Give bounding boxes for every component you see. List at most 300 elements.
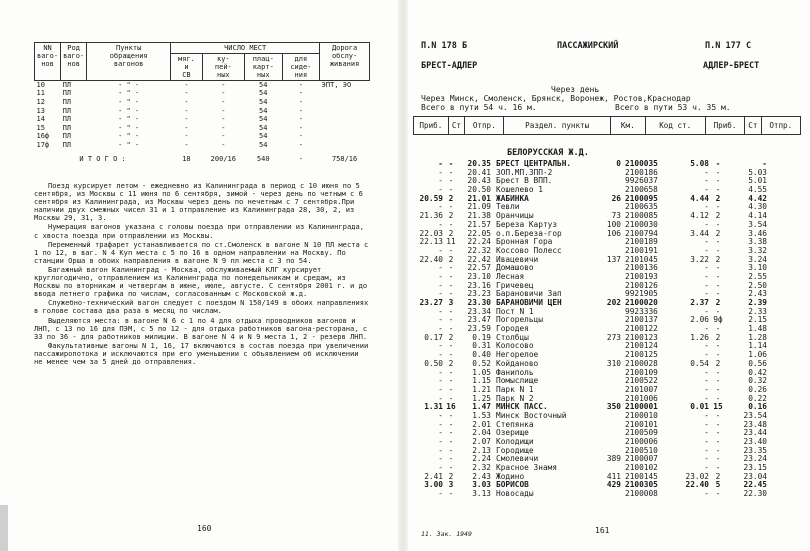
arrive-time: 22.40 bbox=[419, 254, 443, 264]
arrive-time-return: 3.22 bbox=[690, 254, 709, 264]
car-number: 14 bbox=[36, 115, 45, 124]
station-name: Озерище bbox=[496, 428, 529, 438]
station-code: 2100145 bbox=[625, 471, 658, 481]
station-name: Фаниполь bbox=[496, 367, 534, 377]
stop-minutes: - bbox=[448, 393, 454, 403]
station-code: 2100020 bbox=[625, 298, 658, 307]
car-route: - " - bbox=[118, 140, 140, 149]
depart-time: 2.43 bbox=[472, 471, 491, 481]
seats-sitting: - bbox=[298, 81, 303, 90]
arrive-time-return: - bbox=[704, 280, 709, 290]
depart-time-return: 2.43 bbox=[748, 289, 767, 299]
depart-time-return: 23.04 bbox=[743, 471, 767, 481]
car-row bbox=[35, 89, 370, 98]
seats-kupe: - bbox=[221, 97, 226, 106]
car-route: - " - bbox=[118, 81, 140, 90]
stop-minutes-return: - bbox=[715, 489, 721, 499]
station-name: БОРИСОВ bbox=[496, 480, 529, 490]
stop-minutes-return: 2 bbox=[715, 193, 721, 203]
total-sitting: - bbox=[298, 155, 303, 164]
seats-platskart: 54 bbox=[259, 97, 268, 106]
column-header: Отпр. bbox=[465, 117, 504, 135]
seats-soft: - bbox=[184, 140, 189, 149]
arrive-time-return: - bbox=[704, 176, 709, 186]
depart-time: 23.23 bbox=[467, 289, 491, 299]
station-code: 2100101 bbox=[625, 419, 658, 429]
service-railway bbox=[320, 115, 370, 124]
arrive-time: - bbox=[438, 367, 443, 377]
depart-time-return: 23.54 bbox=[743, 410, 767, 420]
car-number: 16ф bbox=[36, 132, 50, 141]
stop-minutes: 3 bbox=[448, 480, 454, 490]
station-code: 2100125 bbox=[625, 350, 658, 360]
station-code: 2100658 bbox=[625, 185, 658, 195]
seats-platskart: 54 bbox=[259, 115, 268, 124]
depart-time: 22.05 bbox=[467, 228, 491, 238]
stop-minutes-return: - bbox=[715, 202, 721, 212]
depart-time: 20.43 bbox=[467, 176, 491, 186]
station-name: Столбцы bbox=[496, 332, 529, 342]
route-right: АДЛЕР-БРЕСТ bbox=[703, 61, 760, 71]
arrive-time: - bbox=[438, 489, 443, 499]
station-code: 2100122 bbox=[625, 324, 658, 334]
station-name: Парк N 2 bbox=[496, 393, 534, 403]
seats-platskart: 54 bbox=[259, 123, 268, 132]
arrive-time: - bbox=[438, 324, 443, 334]
car-number: 15 bbox=[36, 123, 45, 132]
depart-time: 1.25 bbox=[472, 393, 491, 403]
depart-time-return: 3.38 bbox=[748, 237, 767, 247]
seats-soft: - bbox=[184, 97, 189, 106]
arrive-time-return: - bbox=[704, 202, 709, 212]
header-sidya: для сиде- ния bbox=[282, 54, 320, 81]
arrive-time-return: - bbox=[704, 393, 709, 403]
arrive-time: 0.17 bbox=[424, 332, 443, 342]
depart-time: 23.16 bbox=[467, 280, 491, 290]
arrive-time-return: 2.06 bbox=[690, 315, 709, 325]
car-row bbox=[35, 115, 370, 124]
arrive-time-return: 2.37 bbox=[690, 298, 709, 307]
depart-time-return: 4.30 bbox=[748, 202, 767, 212]
depart-time: 21.57 bbox=[467, 219, 491, 229]
stop-minutes: - bbox=[448, 219, 454, 229]
seats-sitting: - bbox=[298, 89, 303, 98]
arrive-time: 2.41 bbox=[424, 471, 443, 481]
stop-minutes-return: - bbox=[715, 324, 721, 334]
stop-minutes: 2 bbox=[448, 358, 454, 368]
route-left: БРЕСТ-АДЛЕР bbox=[421, 61, 478, 71]
depart-time: 1.21 bbox=[472, 384, 491, 394]
stop-minutes-return: - bbox=[715, 263, 721, 273]
seats-kupe: - bbox=[221, 123, 226, 132]
station-name: Новосады bbox=[496, 489, 534, 499]
depart-time: 22.57 bbox=[467, 263, 491, 273]
stop-minutes-return: 2 bbox=[715, 358, 721, 368]
distance-km: 0 bbox=[616, 159, 621, 168]
station-name: Степянка bbox=[496, 419, 534, 429]
arrive-time-return: - bbox=[704, 219, 709, 229]
depart-time: 2.13 bbox=[472, 445, 491, 455]
stop-minutes-return: - bbox=[715, 176, 721, 186]
arrive-time-return: 0.01 bbox=[690, 402, 709, 412]
depart-time: 23.34 bbox=[467, 306, 491, 316]
seats-platskart: 54 bbox=[259, 89, 268, 98]
service-railway bbox=[320, 123, 370, 132]
stop-minutes: - bbox=[448, 324, 454, 334]
travel-time-left: Всего в пути 54 ч. 16 м. bbox=[421, 103, 537, 112]
depart-time: 20.41 bbox=[467, 167, 491, 177]
column-header: Приб. bbox=[414, 117, 449, 135]
arrive-time: - bbox=[438, 167, 443, 177]
station-name: Коссово Полесс bbox=[496, 245, 562, 255]
station-code: 2100794 bbox=[625, 228, 658, 238]
seats-sitting: - bbox=[298, 140, 303, 149]
station-code: 2100189 bbox=[625, 237, 658, 247]
depart-time: 23.47 bbox=[467, 315, 491, 325]
distance-km: 273 bbox=[606, 332, 621, 342]
header-kupe: ку- пей- ных bbox=[202, 54, 244, 81]
car-route: - " - bbox=[118, 106, 140, 115]
stop-minutes: - bbox=[448, 454, 454, 464]
car-row bbox=[35, 81, 370, 90]
stop-minutes: - bbox=[448, 315, 454, 325]
page-number-left: 160 bbox=[197, 524, 212, 533]
depart-time: 2.01 bbox=[472, 419, 491, 429]
station-code: 2100509 bbox=[625, 428, 658, 438]
depart-time-return: 1.06 bbox=[748, 350, 767, 360]
total-kupe: 200/16 bbox=[210, 155, 236, 164]
distance-km: 350 bbox=[606, 402, 621, 412]
station-code: 2100137 bbox=[625, 315, 658, 325]
car-number: 17ф bbox=[36, 140, 50, 149]
railway-name: БЕЛОРУССКАЯ Ж.Д. bbox=[507, 148, 589, 158]
distance-km: 106 bbox=[606, 228, 621, 238]
stop-minutes: - bbox=[448, 367, 454, 377]
station-code: 2100522 bbox=[625, 376, 658, 386]
station-name: ЖАБИНКА bbox=[496, 193, 529, 203]
depart-time: 20.35 bbox=[467, 159, 491, 168]
seats-platskart: 54 bbox=[259, 140, 268, 149]
seats-kupe: - bbox=[221, 81, 226, 90]
car-row bbox=[35, 132, 370, 141]
stop-minutes-return: 2 bbox=[715, 228, 721, 238]
header-platskart: плац- карт- ных bbox=[244, 54, 282, 81]
station-name: Брест В ВПП. bbox=[496, 176, 553, 186]
stop-minutes: - bbox=[448, 271, 454, 281]
distance-km: 202 bbox=[606, 298, 621, 307]
stop-minutes: - bbox=[448, 280, 454, 290]
stop-minutes: - bbox=[448, 376, 454, 386]
station-code: 2101006 bbox=[625, 393, 658, 403]
stop-minutes: - bbox=[448, 159, 454, 168]
stop-minutes-return: - bbox=[715, 245, 721, 255]
stop-minutes-return: - bbox=[715, 463, 721, 473]
station-name: Береза Картуз bbox=[496, 219, 558, 229]
car-route: - " - bbox=[118, 89, 140, 98]
train-number-left: П.N 178 Б bbox=[421, 41, 468, 51]
arrive-time: - bbox=[438, 410, 443, 420]
stop-minutes-return: 2 bbox=[715, 298, 721, 307]
station-code: 2100010 bbox=[625, 410, 658, 420]
arrive-time: - bbox=[438, 437, 443, 446]
station-name: Смолевичи bbox=[496, 454, 539, 464]
arrive-time-return: - bbox=[704, 167, 709, 177]
distance-km: 100 bbox=[606, 219, 621, 229]
station-code: 9926037 bbox=[625, 176, 658, 186]
car-type: ПЛ bbox=[62, 115, 72, 124]
stop-minutes: - bbox=[448, 350, 454, 360]
service-railway bbox=[320, 106, 370, 115]
station-code: 2100635 bbox=[625, 202, 658, 212]
arrive-time-return: - bbox=[704, 367, 709, 377]
arrive-time-return: - bbox=[704, 428, 709, 438]
stop-minutes: - bbox=[448, 289, 454, 299]
station-name: Колосово bbox=[496, 341, 534, 351]
total-label: И Т О Г О : bbox=[79, 155, 126, 164]
car-number: 11 bbox=[36, 89, 45, 98]
depart-time-return: 2.33 bbox=[748, 306, 767, 316]
frequency: Через день bbox=[551, 85, 600, 94]
service-railway bbox=[320, 141, 370, 150]
service-railway bbox=[320, 132, 370, 141]
depart-time-return: 3.24 bbox=[748, 254, 767, 264]
car-type: ПЛ bbox=[62, 89, 72, 98]
car-route: - " - bbox=[118, 123, 140, 132]
note-paragraph: Служебно-технический вагон следует с поездом N 150/149 в обоих направлениях в голове состава два раза в месяц по числам. bbox=[34, 298, 373, 316]
stop-minutes: - bbox=[448, 419, 454, 429]
stop-minutes-return: - bbox=[715, 159, 721, 168]
timetable-header bbox=[413, 116, 801, 135]
depart-time-return: 1.48 bbox=[748, 324, 767, 334]
depart-time-return: 22.45 bbox=[743, 480, 767, 490]
station-name: Койданово bbox=[496, 358, 539, 368]
arrive-time: 20.59 bbox=[419, 193, 443, 203]
arrive-time-return: 1.26 bbox=[690, 332, 709, 342]
depart-time-return: 2.55 bbox=[748, 271, 767, 281]
depart-time-return: 4.14 bbox=[748, 211, 767, 221]
depart-time-return: - bbox=[762, 159, 767, 168]
depart-time: 1.15 bbox=[472, 376, 491, 386]
station-name: о.п.Береза-гор bbox=[496, 228, 562, 238]
arrive-time-return: - bbox=[704, 341, 709, 351]
arrive-time: 22.03 bbox=[419, 228, 443, 238]
arrive-time: - bbox=[438, 419, 443, 429]
stop-minutes-return: - bbox=[715, 306, 721, 316]
depart-time: 1.47 bbox=[472, 402, 491, 412]
arrive-time: - bbox=[438, 219, 443, 229]
stop-minutes: - bbox=[448, 306, 454, 316]
page-number-right: 161 bbox=[595, 526, 610, 535]
column-header: Код ст. bbox=[645, 117, 705, 135]
stop-minutes-return: - bbox=[715, 454, 721, 464]
station-name: БРЕСТ ЦЕНТРАЛЬН. bbox=[496, 159, 572, 168]
header-chislo-mest: ЧИСЛО МЕСТ bbox=[171, 43, 320, 54]
arrive-time-return: - bbox=[704, 489, 709, 499]
station-code: 2100191 bbox=[625, 245, 658, 255]
arrive-time-return: - bbox=[704, 289, 709, 299]
stop-minutes: 2 bbox=[448, 211, 454, 221]
seats-soft: - bbox=[184, 132, 189, 141]
stop-minutes-return: - bbox=[715, 167, 721, 177]
stop-minutes: - bbox=[448, 384, 454, 394]
station-code: 2100136 bbox=[625, 263, 658, 273]
timetable-rows bbox=[413, 160, 805, 499]
car-type: ПЛ bbox=[62, 106, 72, 115]
arrive-time: - bbox=[438, 341, 443, 351]
depart-time-return: 23.24 bbox=[743, 454, 767, 464]
arrive-time-return: - bbox=[704, 350, 709, 360]
arrive-time: - bbox=[438, 306, 443, 316]
arrive-time: 21.36 bbox=[419, 211, 443, 221]
depart-time-return: 23.40 bbox=[743, 437, 767, 446]
station-code: 2100030 bbox=[625, 219, 658, 229]
station-name: Бронная Гора bbox=[496, 237, 553, 247]
depart-time-return: 4.55 bbox=[748, 185, 767, 195]
column-header: Раздел. пункты bbox=[504, 117, 610, 135]
arrive-time-return: - bbox=[704, 454, 709, 464]
car-row bbox=[35, 141, 370, 150]
station-name: Пост N 1 bbox=[496, 306, 534, 316]
car-row bbox=[35, 123, 370, 132]
arrive-time-return: - bbox=[704, 324, 709, 334]
stop-minutes: - bbox=[448, 167, 454, 177]
seats-soft: - bbox=[184, 115, 189, 124]
arrive-time-return: - bbox=[704, 271, 709, 281]
arrive-time: 3.00 bbox=[424, 480, 443, 490]
station-name: Кошелево 1 bbox=[496, 185, 543, 195]
stop-minutes: 2 bbox=[448, 193, 454, 203]
arrive-time-return: - bbox=[704, 185, 709, 195]
depart-time-return: 0.16 bbox=[748, 402, 767, 412]
service-railway: ЭПТ, ЭО bbox=[321, 81, 352, 90]
arrive-time: 23.27 bbox=[419, 298, 443, 307]
arrive-time-return: - bbox=[704, 306, 709, 316]
car-route: - " - bbox=[118, 115, 140, 124]
station-code: 2100102 bbox=[625, 463, 658, 473]
column-header: Км. bbox=[610, 117, 645, 135]
arrive-time: - bbox=[438, 245, 443, 255]
seats-kupe: - bbox=[221, 89, 226, 98]
depart-time-return: 23.35 bbox=[743, 445, 767, 455]
arrive-time: - bbox=[438, 350, 443, 360]
right-page bbox=[405, 0, 810, 551]
arrive-time: - bbox=[438, 176, 443, 186]
depart-time: 22.24 bbox=[467, 237, 491, 247]
station-code: 2100001 bbox=[625, 402, 658, 412]
header-doroga: Дорога обслу- живания bbox=[320, 43, 370, 81]
depart-time-return: 2.50 bbox=[748, 280, 767, 290]
depart-time: 23.10 bbox=[467, 271, 491, 281]
header-nn: NN ваго- нов bbox=[35, 43, 61, 81]
station-name: Минск Восточный bbox=[496, 410, 567, 420]
column-header: Приб. bbox=[705, 117, 744, 135]
arrive-time-return: 3.44 bbox=[690, 228, 709, 238]
arrive-time-return: 22.40 bbox=[685, 480, 709, 490]
arrive-time: 0.50 bbox=[424, 358, 443, 368]
stop-minutes-return: - bbox=[715, 419, 721, 429]
stop-minutes-return: - bbox=[715, 393, 721, 403]
car-type: ПЛ bbox=[62, 132, 72, 141]
station-code: 2100007 bbox=[625, 454, 658, 464]
station-code: 2100510 bbox=[625, 445, 658, 455]
arrive-time: - bbox=[438, 454, 443, 464]
station-name: Домашово bbox=[496, 263, 534, 273]
arrive-time-return: - bbox=[704, 384, 709, 394]
depart-time: 0.19 bbox=[472, 332, 491, 342]
seats-kupe: - bbox=[221, 106, 226, 115]
note-paragraph: Выделяются места: в вагоне N 6 с 1 по 4 для отдыха проводников вагонов и ЛНП, с 13 по 16 для ПЭМ, с 5 по 12 - для отдыха работников вагона-ресторана, с 33 по 36 - для работников милиции. В вагоне N 4 и N 9 места 1, 2 - резерв ЛНП. bbox=[34, 315, 372, 341]
printing-note: 11. Зак. 1949 bbox=[421, 530, 472, 538]
station-code: 2100186 bbox=[625, 167, 658, 177]
stop-minutes-return: - bbox=[715, 428, 721, 438]
stop-minutes-return: 5 bbox=[715, 480, 721, 490]
station-code: 2100095 bbox=[625, 193, 658, 203]
car-row bbox=[35, 98, 370, 107]
travel-time-right: Всего в пути 53 ч. 35 м. bbox=[615, 103, 731, 112]
depart-time-return: 0.42 bbox=[748, 367, 767, 377]
service-railway bbox=[320, 98, 370, 107]
arrive-time-return: - bbox=[704, 463, 709, 473]
depart-time-return: 0.32 bbox=[748, 376, 767, 386]
station-name: Негорелое bbox=[496, 350, 539, 360]
station-name: Тевли bbox=[496, 202, 520, 212]
depart-time-return: 2.39 bbox=[748, 298, 767, 307]
depart-time-return: 5.03 bbox=[748, 167, 767, 177]
depart-time: 1.53 bbox=[472, 410, 491, 420]
car-type: ПЛ bbox=[62, 140, 72, 149]
note-paragraph: Факультативные вагоны N 1, 16, 17 включаются в состав поезда при увеличении пассажиропотока и исключаются при его уменьшении с объявлением об исключении не менее чем за 5 дней до отправления. bbox=[34, 340, 373, 366]
arrive-time: - bbox=[438, 263, 443, 273]
stop-minutes: - bbox=[448, 245, 454, 255]
station-code: 2100085 bbox=[625, 211, 658, 221]
arrive-time-return: - bbox=[704, 410, 709, 420]
distance-km: 310 bbox=[606, 358, 621, 368]
arrive-time: - bbox=[438, 185, 443, 195]
depart-time-return: 23.15 bbox=[743, 463, 767, 473]
seats-platskart: 54 bbox=[259, 106, 268, 115]
station-code: 2100193 bbox=[625, 271, 658, 281]
stop-minutes: 11 bbox=[446, 237, 456, 247]
depart-time: 3.13 bbox=[472, 489, 491, 499]
stop-minutes-return: - bbox=[715, 445, 721, 455]
station-code: 2100109 bbox=[625, 367, 658, 377]
depart-time: 1.05 bbox=[472, 367, 491, 377]
car-type: ПЛ bbox=[62, 97, 72, 106]
station-name: Городея bbox=[496, 324, 529, 334]
stop-minutes-return: - bbox=[715, 376, 721, 386]
stop-minutes: - bbox=[448, 341, 454, 351]
stop-minutes-return: - bbox=[715, 341, 721, 351]
depart-time: 2.32 bbox=[472, 463, 491, 473]
depart-time-return: 23.48 bbox=[743, 419, 767, 429]
stop-minutes: - bbox=[448, 410, 454, 420]
stop-minutes-return: - bbox=[715, 185, 721, 195]
distance-km: 73 bbox=[611, 211, 621, 221]
station-code: 9921905 bbox=[625, 289, 658, 299]
train-category: ПАССАЖИРСКИЙ bbox=[557, 41, 619, 51]
stop-minutes-return: 2 bbox=[715, 332, 721, 342]
station-name: Помыслище bbox=[496, 376, 539, 386]
depart-time: 2.07 bbox=[472, 437, 491, 446]
depart-time: 21.01 bbox=[467, 193, 491, 203]
stop-minutes-return: - bbox=[715, 280, 721, 290]
stop-minutes-return: - bbox=[715, 350, 721, 360]
depart-time-return: 3.46 bbox=[748, 228, 767, 238]
station-code: 2100123 bbox=[625, 332, 658, 342]
station-name: Ивацевичи bbox=[496, 254, 539, 264]
arrive-time-return: 4.12 bbox=[690, 211, 709, 221]
station-name: Гричевец bbox=[496, 280, 534, 290]
